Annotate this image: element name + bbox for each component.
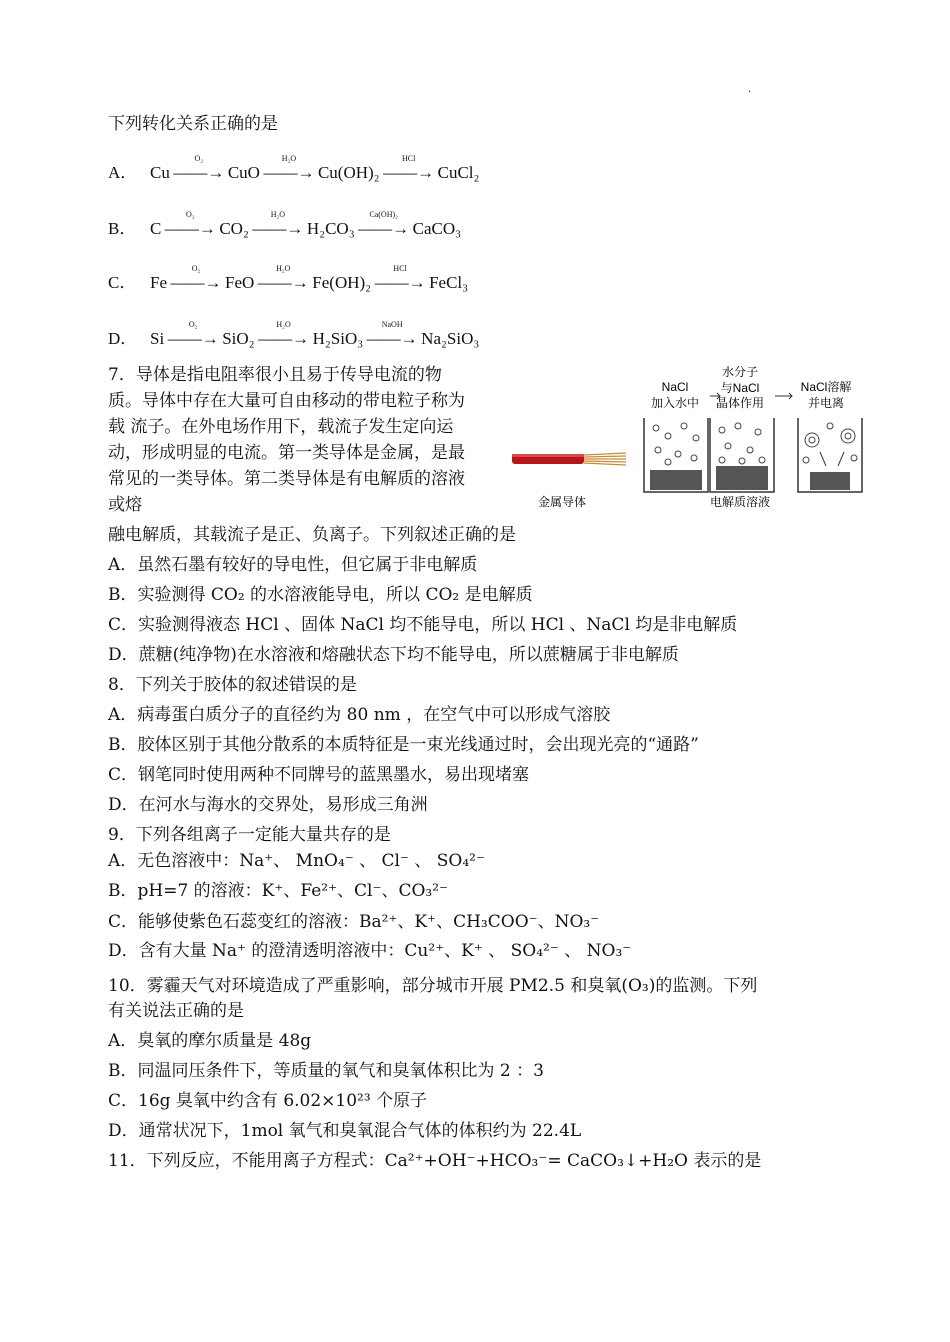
q9-option-d: D．含有大量 Na⁺ 的澄清透明溶液中：Cu²⁺、K⁺ 、 SO₄²⁻ 、 NO₃⁻ (108, 941, 632, 961)
q7-stem-line: 常见的一类导体。第二类导体是有电解质的溶液 (108, 469, 465, 489)
q9-option-b: B．pH=7 的溶液：K⁺、Fe²⁺、Cl⁻、CO₃²⁻ (108, 881, 449, 901)
option-label: D． (108, 329, 138, 348)
chemical-formula: H₂CO₃ (306, 219, 355, 238)
reaction-arrow (161, 210, 219, 239)
arrow-icon: ——→ (374, 273, 426, 292)
q10-option-a: A．臭氧的摩尔质量是 48g (108, 1031, 312, 1051)
chemical-formula: CO₂ (219, 219, 249, 238)
q7-option-b: B．实验测得 CO₂ 的水溶液能导电，所以 CO₂ 是电解质 (108, 585, 533, 605)
reaction-arrow (260, 154, 318, 183)
chemical-formula: FeCl₃ (429, 273, 469, 292)
reagent-label: H₂O (281, 154, 297, 163)
reaction-arrow (363, 320, 421, 349)
reagent-label: H₂O (276, 320, 291, 329)
q6-stem: 下列转化关系正确的是 (108, 114, 278, 134)
chemical-formula: Fe(OH)₂ (312, 273, 372, 292)
option-label: A． (108, 163, 138, 182)
q10-option-c: C．16g 臭氧中约含有 6.02×10²³ 个原子 (108, 1091, 428, 1111)
q7-stem-line: 质。导体中存在大量可自由移动的带电粒子称为 (108, 391, 465, 411)
chemical-formula: CuO (227, 163, 260, 182)
q7-option-d: D．蔗糖(纯净物)在水溶液和熔融状态下均不能导电，所以蔗糖属于非电解质 (108, 645, 679, 665)
q6-option-a (108, 154, 480, 183)
q7-stem-line: 融电解质，其载流子是正、负离子。下列叙述正确的是 (108, 525, 516, 545)
reagent-label: O₂ (186, 210, 195, 219)
chemical-formula: Cu (150, 163, 170, 182)
reaction-arrow (255, 320, 313, 349)
q8-stem: 8．下列关于胶体的叙述错误的是 (108, 675, 357, 695)
solution-caption: 电解质溶液 (709, 495, 771, 509)
chemical-formula: SiO₂ (222, 329, 255, 348)
metal-wire-illustration (512, 453, 626, 465)
q10-option-b: B．同温同压条件下，等质量的氧气和臭氧体积比为 2 ：3 (108, 1061, 544, 1081)
q9-option-a: A．无色溶液中：Na⁺、 MnO₄⁻ 、 Cl⁻ 、 SO₄²⁻ (108, 851, 485, 871)
q7-stem-line: 7．导体是指电阻率很小且易于传导电流的物 (108, 365, 442, 385)
chemical-formula: C (150, 219, 162, 238)
chemical-formula: CuCl₂ (437, 163, 480, 182)
reagent-label: O₂ (191, 264, 201, 273)
q9-option-c: C．能够使紫色石蕊变红的溶液：Ba²⁺、K⁺、CH₃COO⁻、NO₃⁻ (108, 912, 600, 932)
arrow-icon: ——→ (383, 163, 435, 182)
chemical-formula: Cu(OH)₂ (317, 163, 380, 182)
arrow-icon: ——→ (366, 329, 418, 348)
q6-option-d (108, 320, 480, 349)
q8-option-d: D．在河水与海水的交界处，易形成三角洲 (108, 795, 428, 815)
reaction-arrow (249, 210, 307, 239)
beaker-icon (644, 418, 708, 492)
reaction-arrow (254, 264, 312, 293)
reagent-label: O₂ (188, 320, 198, 329)
q7-stem-line: 载 流子。在外电场作用下，载流子发生定向运 (108, 417, 454, 437)
reaction-arrow (355, 210, 413, 239)
arrow-icon: ——→ (170, 273, 222, 292)
arrow-icon: ——→ (263, 163, 315, 182)
reagent-label: NaOH (381, 320, 403, 329)
arrow-icon: ——→ (257, 273, 309, 292)
reaction-arrow (164, 320, 222, 349)
reaction-arrow (371, 264, 429, 293)
option-label: B． (108, 219, 137, 238)
beaker1-label: 加入水中 (650, 396, 700, 410)
q8-option-a: A．病毒蛋白质分子的直径约为 80 nm ，在空气中可以形成气溶胶 (108, 705, 611, 725)
arrow-icon: ——→ (258, 329, 310, 348)
q10-stem-line: 有关说法正确的是 (108, 1001, 244, 1021)
q7-option-c: C．实验测得液态 HCl 、固体 NaCl 均不能导电，所以 HCl 、NaCl 均是非电解质 (108, 615, 738, 635)
q9-stem: 9．下列各组离子一定能大量共存的是 (108, 825, 391, 845)
reagent-label: H₂O (270, 210, 286, 219)
q7-option-a: A．虽然石墨有较好的导电性，但它属于非电解质 (108, 555, 478, 575)
arrow-icon: ——→ (252, 219, 304, 238)
reagent-label: Ca(OH)₂ (369, 210, 398, 219)
reagent-label: HCl (393, 264, 407, 273)
reaction-arrow (167, 264, 225, 293)
q7-stem-line: 动，形成明显的电流。第一类导体是金属，是最 (108, 443, 465, 463)
reagent-label: H₂O (276, 264, 291, 273)
beaker1-label: NaCl (661, 380, 689, 394)
reaction-arrow (170, 154, 228, 183)
beaker-icon (798, 418, 862, 492)
header-dot: . (748, 84, 752, 95)
q6-option-b (108, 210, 462, 239)
arrow-icon (775, 393, 792, 399)
chemical-formula: Na₂SiO₃ (421, 329, 480, 348)
q7-stem-line: 或熔 (108, 495, 142, 515)
arrow-icon: ——→ (167, 329, 219, 348)
q7-figure (508, 366, 868, 516)
chemical-formula: Si (150, 329, 165, 348)
q6-option-c (108, 264, 469, 293)
chemical-formula: Fe (150, 273, 167, 292)
q10-option-d: D．通常状况下，1mol 氧气和臭氧混合气体的体积约为 22.4L (108, 1121, 582, 1141)
wire-caption: 金属导体 (538, 495, 587, 509)
q10-stem-line: 10．雾霾天气对环境造成了严重影响，部分城市开展 PM2.5 和臭氧(O₃)的监测。下列 (108, 976, 758, 996)
beaker3-label: 并电离 (807, 396, 845, 410)
beaker2-label: 水分子 (721, 366, 759, 379)
option-label: C． (108, 273, 137, 292)
beaker-icon (710, 418, 774, 492)
beaker2-label: 晶体作用 (715, 396, 765, 410)
q8-option-b: B．胶体区别于其他分散系的本质特征是一束光线通过时，会出现光亮的“通路” (108, 735, 699, 755)
beaker2-label: 与NaCl (720, 381, 760, 395)
chemical-formula: CaCO₃ (412, 219, 462, 238)
arrow-icon: ——→ (358, 219, 410, 238)
beaker3-label: NaCl溶解 (800, 380, 852, 394)
chemical-formula: H₂SiO₃ (312, 329, 364, 348)
arrow-icon: ——→ (173, 163, 225, 182)
q8-option-c: C．钢笔同时使用两种不同牌号的蓝黑墨水，易出现堵塞 (108, 765, 530, 785)
chemical-formula: FeO (225, 273, 255, 292)
reagent-label: O₂ (194, 154, 204, 163)
reaction-arrow (380, 154, 438, 183)
reagent-label: HCl (401, 154, 416, 163)
arrow-icon: ——→ (164, 219, 216, 238)
q11-stem: 11．下列反应，不能用离子方程式：Ca²⁺+OH⁻+HCO₃⁻= CaCO₃↓+H₂O 表示的是 (108, 1151, 762, 1171)
